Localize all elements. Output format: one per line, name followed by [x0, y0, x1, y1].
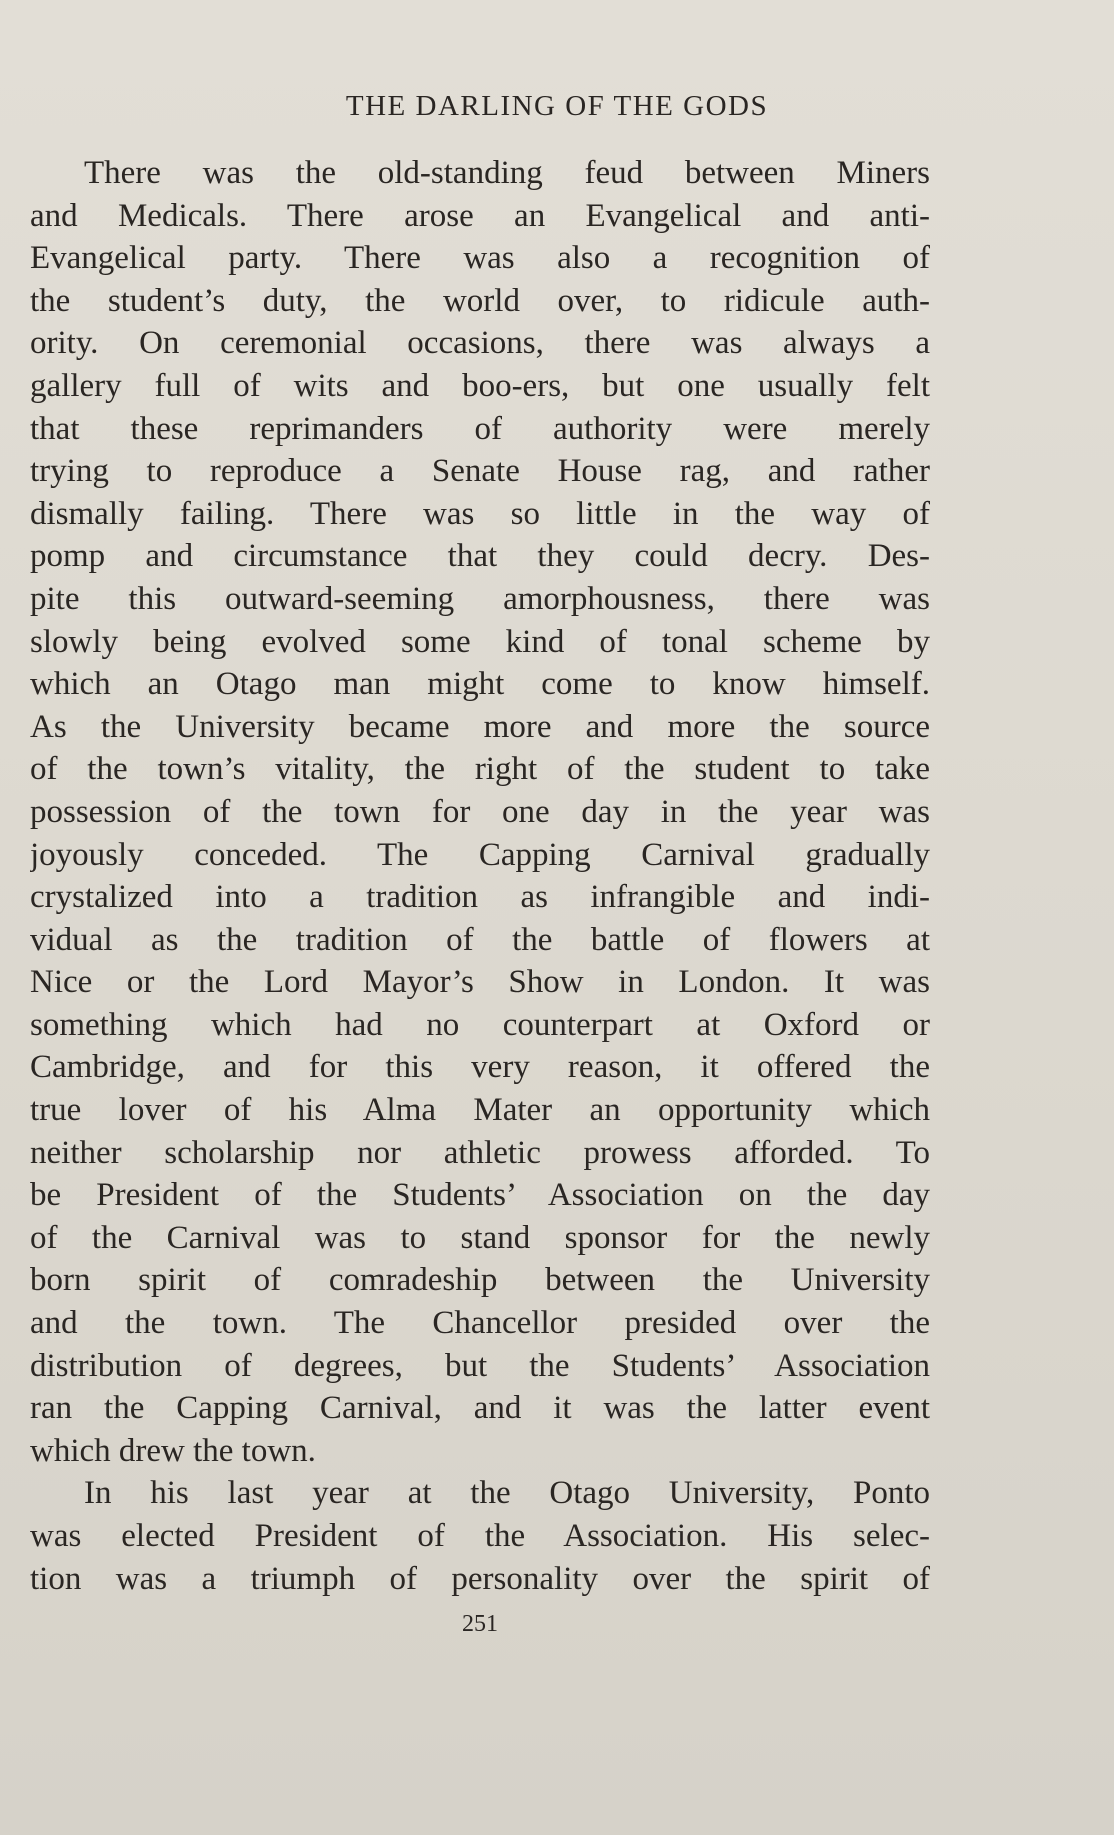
page-number: 251	[462, 1611, 498, 1637]
running-head: THE DARLING OF THE GODS	[345, 90, 769, 122]
text-line: joyously conceded. The Capping Carnival gradually	[30, 836, 930, 873]
text-line: Cambridge, and for this very reason, it offered the	[30, 1049, 930, 1086]
text-line: be President of the Students’ Association on the day	[30, 1177, 930, 1214]
text-line: and the town. The Chancellor presided over the	[30, 1305, 930, 1342]
text-line: born spirit of comradeship between the University	[30, 1262, 930, 1299]
text-line: slowly being evolved some kind of tonal scheme by	[30, 623, 930, 660]
text-line: neither scholarship nor athletic prowess afforded. To	[30, 1134, 930, 1171]
text-line: of the Carnival was to stand sponsor for the newly	[30, 1219, 930, 1256]
text-line: the student’s duty, the world over, to ridicule auth-	[30, 282, 930, 319]
body-text	[30, 152, 930, 1600]
text-line: that these reprimanders of authority were merely	[30, 410, 930, 447]
text-line: dismally failing. There was so little in the way of	[30, 495, 930, 532]
text-line: vidual as the tradition of the battle of flowers at	[30, 921, 930, 958]
text-line: Evangelical party. There was also a recognition of	[30, 240, 930, 277]
text-line: ran the Capping Carnival, and it was the latter event	[30, 1390, 930, 1427]
text-line: Nice or the Lord Mayor’s Show in London. It was	[30, 964, 930, 1001]
text-line: true lover of his Alma Mater an opportunity which	[30, 1092, 930, 1129]
text-line: trying to reproduce a Senate House rag, and rather	[30, 453, 930, 490]
text-line: There was the old-standing feud between Miners	[84, 155, 930, 191]
text-line: pite this outward-seeming amorphousness, there was	[30, 580, 930, 617]
text-line: crystalized into a tradition as infrangible and indi-	[30, 879, 930, 916]
text-line: possession of the town for one day in the year was	[30, 793, 930, 830]
text-line: pomp and circumstance that they could decry. Des-	[30, 538, 930, 575]
text-line: As the University became more and more the source	[30, 708, 930, 745]
text-line: was elected President of the Association. His selec-	[30, 1518, 930, 1554]
text-line: In his last year at the Otago University, Ponto	[84, 1475, 930, 1512]
text-line: which an Otago man might come to know himself.	[30, 666, 930, 703]
text-line: gallery full of wits and boo-ers, but one usually felt	[30, 367, 930, 404]
text-line: something which had no counterpart at Oxford or	[30, 1006, 930, 1043]
text-line: tion was a triumph of personality over the spirit of	[30, 1560, 930, 1597]
text-line: distribution of degrees, but the Students’ Association	[30, 1347, 930, 1384]
text-line: which drew the town.	[30, 1432, 316, 1469]
text-line: ority. On ceremonial occasions, there was always a	[30, 325, 930, 362]
text-line: of the town’s vitality, the right of the student to take	[30, 751, 930, 788]
text-line: and Medicals. There arose an Evangelical and anti-	[30, 197, 930, 234]
